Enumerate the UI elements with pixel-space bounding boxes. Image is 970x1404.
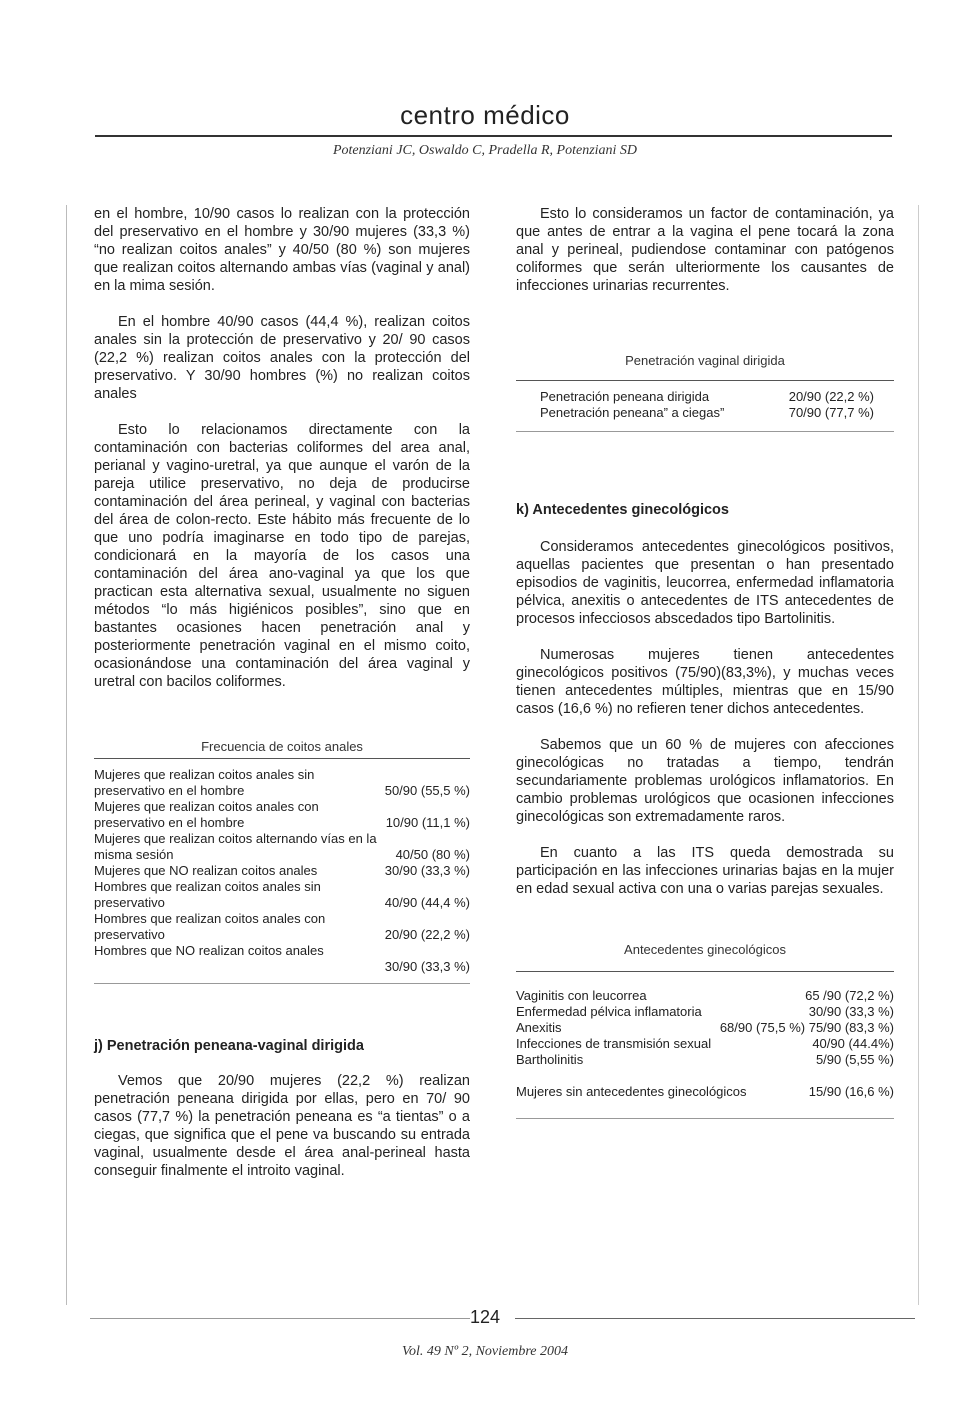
table-vaginal-penetration <box>516 353 894 432</box>
table-row <box>540 405 874 421</box>
row-value: 65 /90 (72,2 %) <box>805 988 894 1003</box>
table-row <box>516 1052 894 1068</box>
left-paragraph-4: Vemos que 20/90 mujeres (22,2 %) realizan penetración peneana dirigida por ellas, pero en 70/ 90 casos (77,7 %) la penetración peneana es “a tientas” o a ciegas, que significa que el pene va buscando su entrada vaginal, usualmente desde el área anal-perineal hasta conseguir finalmente el introito vaginal. <box>94 1073 470 1179</box>
left-margin-line <box>66 205 67 1305</box>
table-row <box>94 863 470 879</box>
table-row <box>516 988 894 1004</box>
row-value: 10/90 (11,1 %) <box>385 815 470 830</box>
table-top-rule <box>516 380 894 381</box>
table-row <box>94 943 470 975</box>
table-row <box>94 767 470 799</box>
row-label: Hombres que NO realizan coitos anales <box>94 943 324 958</box>
right-paragraph-4: Sabemos que un 60 % de mujeres con afecciones ginecológicas no tratadas a tiempo, tendrán secundariamente problemas urológicos inflamatorios. En cambio problemas urológicos que ocasionen infecciones ginecológicas son extremadamente raros. <box>516 737 894 825</box>
row-label: Vaginitis con leucorrea <box>516 988 647 1003</box>
row-value: 70/90 (77,7 %) <box>788 405 874 420</box>
table-caption: Frecuencia de coitos anales <box>201 739 363 754</box>
table-caption: Antecedentes ginecológicos <box>624 942 786 957</box>
summary-value: 15/90 (16,6 %) <box>808 1084 894 1099</box>
left-paragraph-1: en el hombre, 10/90 casos lo realizan con la protección del preservativo en el hombre y 30/90 mujeres (33,3 %) “no realizan coitos anales” y 40/50 (80 %) son mujeres que realizan coitos alternando ambas vías (vaginal y anal) en la mima sesión. <box>94 206 470 294</box>
table-top-rule <box>516 971 894 972</box>
table-bottom-rule <box>94 983 470 984</box>
table-row <box>516 1020 894 1036</box>
row-label: Hombres que realizan coitos anales con preservativo <box>94 911 326 942</box>
row-value: 40/50 (80 %) <box>395 847 470 862</box>
row-label: Mujeres que NO realizan coitos anales <box>94 863 318 878</box>
row-label: Infecciones de transmisión sexual <box>516 1036 712 1051</box>
table-gynecologic-history <box>516 942 894 1119</box>
row-value: 68/90 (75,5 %) 75/90 (83,3 %) <box>719 1020 894 1035</box>
table-caption: Penetración vaginal dirigida <box>625 353 785 368</box>
table-row <box>540 389 874 405</box>
table-row <box>94 799 470 831</box>
right-margin-line <box>918 205 919 1305</box>
volume-line: Vol. 49 Nº 2, Noviembre 2004 <box>402 1344 568 1359</box>
row-label: Anexitis <box>516 1020 562 1035</box>
summary-label: Mujeres sin antecedentes ginecológicos <box>516 1084 747 1099</box>
table-row <box>516 1036 894 1052</box>
row-label: Hombres que realizan coitos anales sin preservativo <box>94 879 321 910</box>
right-paragraph-5: En cuanto a las ITS queda demostrada su participación en las infecciones urinarias bajas en la mujer en edad sexual activa con una o varias parejas sexuales. <box>516 845 894 897</box>
right-paragraph-2: Consideramos antecedentes ginecológicos positivos, aquellas pacientes que presentan o han presentado episodios de vaginitis, leucorrea, enfermedad inflamatoria pélvica, anexitis o antecedentes de ITS antecedentes de procesos infecciosos abscedados tipo Bartolinitis. <box>516 539 894 627</box>
table-row <box>94 831 470 863</box>
row-label: Penetración peneana dirigida <box>540 389 710 404</box>
table-bottom-rule <box>516 1118 894 1119</box>
row-value: 30/90 (33,3 %) <box>384 959 470 974</box>
table-row <box>516 1004 894 1020</box>
right-paragraph-1: Esto lo consideramos un factor de contaminación, ya que antes de entrar a la vagina el pene tocará la zona anal y perineal, pudiendose contaminar con patógenos coliformes que serán ulteriormente los causantes de infecciones urinarias recurrentes. <box>516 206 894 294</box>
journal-title: centro médico <box>400 100 570 130</box>
row-label: Mujeres que realizan coitos anales con preservativo en el hombre <box>94 799 319 830</box>
row-label: Mujeres que realizan coitos alternando vías en la misma sesión <box>94 831 377 862</box>
table-bottom-rule <box>516 431 894 432</box>
header-rule <box>95 135 892 137</box>
right-column <box>516 205 894 1119</box>
left-column <box>94 205 470 1180</box>
authors-line: Potenziani JC, Oswaldo C, Pradella R, Potenziani SD <box>332 143 638 158</box>
table-row <box>94 879 470 911</box>
table-top-rule <box>94 758 470 759</box>
row-label: Enfermedad pélvica inflamatoria <box>516 1004 702 1019</box>
table-summary-row <box>516 1084 894 1100</box>
row-value: 30/90 (33,3 %) <box>384 863 470 878</box>
row-value: 5/90 (5,55 %) <box>815 1052 894 1067</box>
row-label: Bartholinitis <box>516 1052 584 1067</box>
table-row <box>94 911 470 943</box>
left-paragraph-3: Esto lo relacionamos directamente con la contaminación con bacterias coliformes del area anal, perianal y vagino-uretral, ya que aunque el varón de la pareja utilice preservativo, no deja de producirse contaminación del área perineal, y vaginal con bacterias del área de colon-recto. Este hábito más frecuente de lo que uno podría imaginarse en todo tipo de parejas, condicionará en la mayoría de los casos una contaminación del área ano-vaginal ya que los que practican esta alternativa sexual, usualmente no siguen métodos “lo más higiénicos posibles”, sino que en bastantes ocasiones hacen penetración anal y posteriormente penetración vaginal en el mismo coito, ocasionándose una contaminación del área vaginal y uretral con bacilos coliformes. <box>94 422 470 690</box>
page-number: 124 <box>469 1307 501 1327</box>
row-value: 20/90 (22,2 %) <box>384 927 470 942</box>
section-heading-k: k) Antecedentes ginecológicos <box>516 502 729 518</box>
row-value: 30/90 (33,3 %) <box>808 1004 894 1019</box>
row-value: 40/90 (44,4 %) <box>384 895 470 910</box>
row-value: 40/90 (44.4%) <box>812 1036 894 1051</box>
row-value: 20/90 (22,2 %) <box>788 389 874 404</box>
right-paragraph-3: Numerosas mujeres tienen antecedentes ginecológicos positivos (75/90)(83,3%), y muchas veces tienen antecedentes múltiples, mientras que en 15/90 casos (16,6 %) no refieren tener dichos antecedentes. <box>516 647 894 717</box>
left-paragraph-2: En el hombre 40/90 casos (44,4 %), realizan coitos anales sin la protección de preservativo y 20/ 90 casos (22,2 %) realizan coitos anales con la protección del preservativo. Y 30/90 hombres (%) no realizan coitos anales <box>94 314 470 402</box>
row-label: Mujeres que realizan coitos anales sin preservativo en el hombre <box>94 767 315 798</box>
row-value: 50/90 (55,5 %) <box>384 783 470 798</box>
section-heading-j: j) Penetración peneana-vaginal dirigida <box>94 1038 364 1054</box>
row-label: Penetración peneana” a ciegas” <box>540 405 725 420</box>
table-anal-frequency <box>94 739 470 984</box>
